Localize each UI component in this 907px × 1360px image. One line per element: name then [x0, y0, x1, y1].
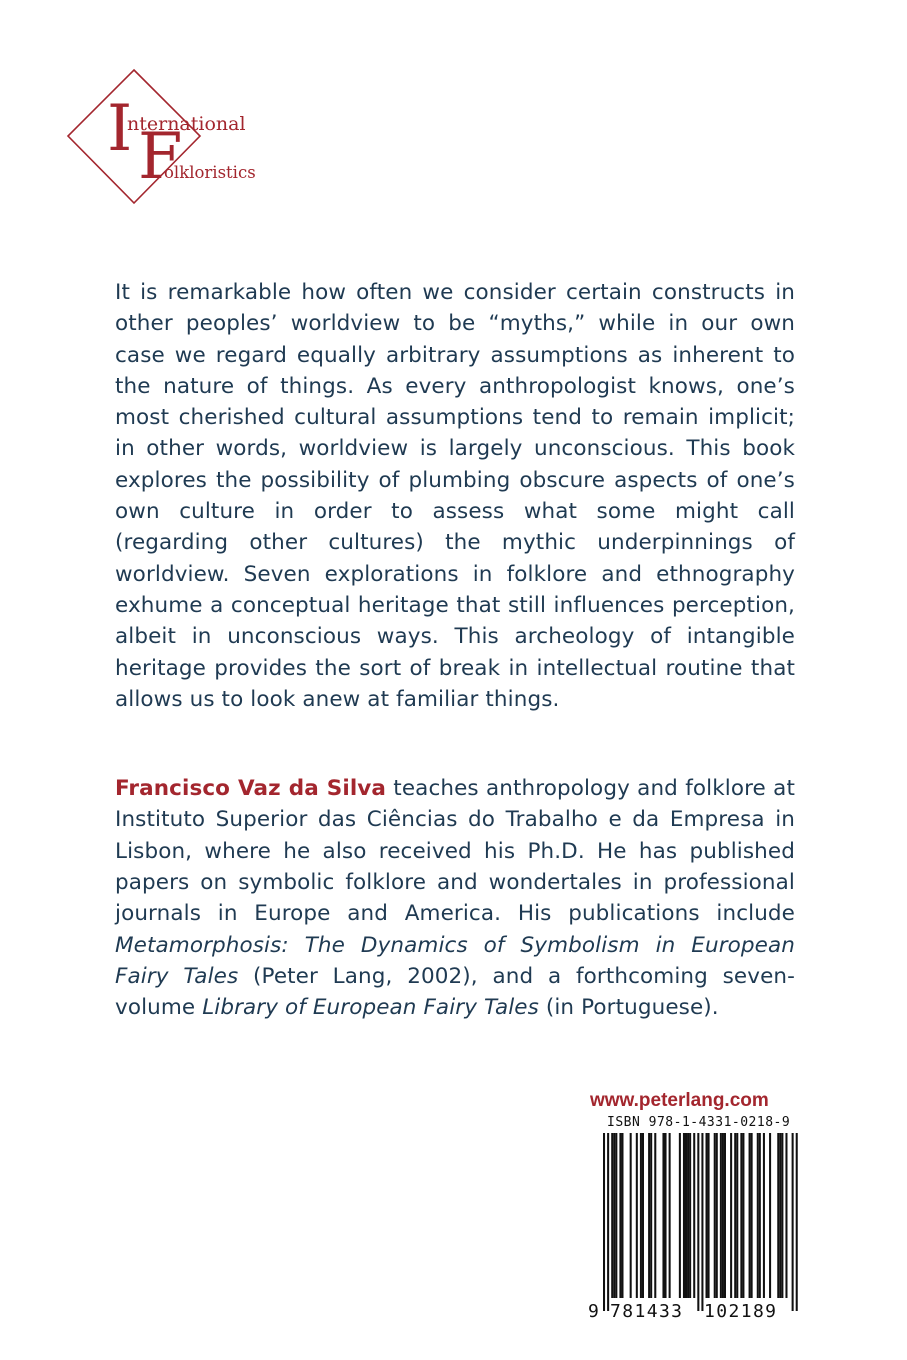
barcode-bar — [669, 1133, 671, 1298]
barcode-bar — [665, 1133, 667, 1298]
barcode-bar — [759, 1133, 761, 1298]
logo-word-folkloristics: olkloristics — [164, 163, 256, 182]
barcode-bar — [724, 1133, 726, 1298]
barcode-bar — [697, 1133, 699, 1311]
barcode-bars — [585, 1133, 803, 1311]
barcode-bar — [687, 1133, 689, 1298]
barcode-bar — [693, 1133, 695, 1298]
barcode-bar — [730, 1133, 732, 1298]
barcode-bar — [749, 1133, 751, 1298]
logo-initial-i: I — [107, 92, 133, 166]
barcode-bar — [751, 1133, 753, 1298]
barcode-bar — [757, 1133, 759, 1298]
barcode-bar — [685, 1133, 687, 1298]
barcode-bar — [689, 1133, 691, 1298]
barcode-bar — [603, 1133, 605, 1311]
bio-text-3: (in Portuguese). — [538, 995, 719, 1021]
publisher-website[interactable]: www.peterlang.com — [590, 1090, 769, 1111]
barcode-bar — [734, 1133, 736, 1298]
series-logo — [66, 66, 256, 211]
barcode-bar — [779, 1133, 781, 1298]
bio-text-2: (Peter Lang, 2002), and a forthcoming seven-volume — [115, 963, 795, 1021]
barcode-bar — [740, 1133, 742, 1298]
barcode-bar — [701, 1133, 703, 1311]
barcode-bar — [777, 1133, 779, 1298]
barcode-bar — [613, 1133, 615, 1298]
barcode-bar — [611, 1133, 613, 1298]
bio-text-1: teaches anthropology and folklore at Instituto Superior das Ciências do Trabalho e da Empresa in Lisbon, where he also received his Ph.D. He has published papers on symbolic folklore and wondertales in professional journals in Europe and America. His publications include — [115, 776, 795, 927]
barcode-bar — [679, 1133, 681, 1298]
barcode-bar — [619, 1133, 621, 1298]
barcode-bar — [742, 1133, 744, 1298]
barcode-digit-first: 9 — [588, 1301, 599, 1322]
barcode-bar — [636, 1133, 638, 1298]
logo-initial-f: F — [138, 120, 183, 194]
barcode-bar — [683, 1133, 685, 1298]
barcode-bar — [706, 1133, 708, 1298]
barcode-bar — [763, 1133, 765, 1298]
barcode-bar — [607, 1133, 609, 1311]
barcode-digits-left: 781433 — [610, 1301, 684, 1322]
barcode-bar — [654, 1133, 656, 1298]
barcode-bar — [796, 1133, 798, 1311]
barcode-digits-right: 102189 — [704, 1301, 778, 1322]
barcode-bar — [716, 1133, 718, 1298]
barcode-bar — [630, 1133, 632, 1298]
barcode-bar — [714, 1133, 716, 1298]
barcode-bar — [769, 1133, 771, 1298]
author-bio — [115, 773, 795, 1023]
isbn-barcode — [585, 1115, 803, 1330]
barcode-bar — [736, 1133, 738, 1298]
barcode-bar — [615, 1133, 617, 1298]
bio-title-library: Library of European Fairy Tales — [202, 995, 539, 1021]
barcode-bar — [648, 1133, 650, 1298]
author-name: Francisco Vaz da Silva — [115, 776, 387, 802]
barcode-bar — [662, 1133, 664, 1298]
barcode-bar — [722, 1133, 724, 1298]
barcode-bar — [785, 1133, 787, 1298]
isbn-label: ISBN 978-1-4331-0218-9 — [607, 1115, 791, 1130]
barcode-bar — [650, 1133, 652, 1298]
back-cover-text — [115, 277, 795, 1024]
barcode-bar — [708, 1133, 710, 1298]
series-logo-mark — [66, 66, 256, 211]
barcode-bar — [642, 1133, 644, 1298]
barcode-bar — [720, 1133, 722, 1298]
barcode-bar — [781, 1133, 783, 1298]
barcode-bar — [621, 1133, 623, 1298]
bio-title-metamorphosis: Metamorphosis: The Dynamics of Symbolism in European Fairy Tales — [115, 932, 795, 989]
barcode-bar — [792, 1133, 794, 1311]
barcode-bar — [640, 1133, 642, 1298]
logo-word-international: nternational — [127, 113, 246, 135]
book-description: It is remarkable how often we consider certain constructs in other peoples’ worldview to be “myths,” while in our own case we regard equally arbitrary assumptions as inherent to the nature of things. As every anthropologist knows, one’s most cherished cultural assumptions tend to remain implicit; in other words, worldview is largely unconscious. This book explores the possibility of plumbing obscure aspects of one’s own culture in order to assess what some might call (regarding other cultures) the mythic underpinnings of worldview. Seven explorations in folklore and ethnography exhume a conceptual heritage that still influences perception, albeit in unconscious ways. This archeology of intangible heritage provides the sort of break in intellectual routine that allows us to look anew at familiar things. — [115, 280, 795, 712]
